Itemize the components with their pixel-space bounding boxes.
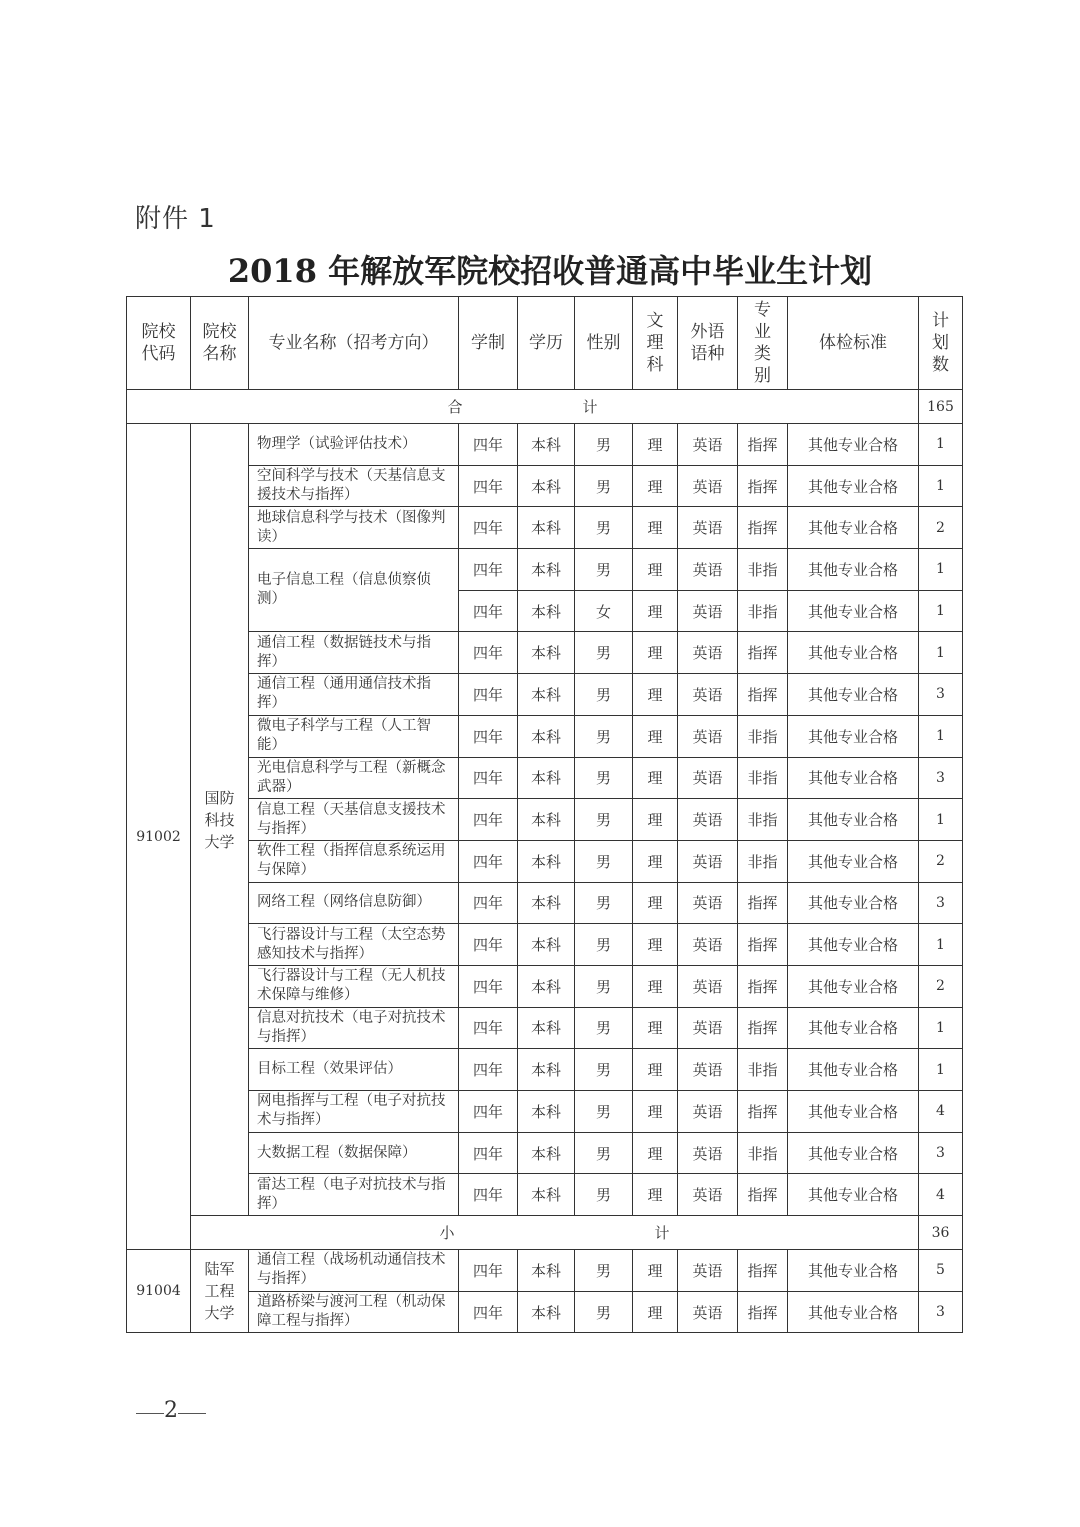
- cell-category: 指挥: [738, 1291, 788, 1333]
- cell-category: 非指: [738, 799, 788, 841]
- cell-gender: 男: [575, 507, 633, 549]
- cell-duration: 四年: [459, 465, 518, 507]
- cell-physical: 其他专业合格: [788, 549, 919, 591]
- cell-track: 理: [633, 632, 678, 674]
- cell-gender: 男: [575, 632, 633, 674]
- header-track: 文理科: [633, 297, 678, 390]
- cell-duration: 四年: [459, 715, 518, 757]
- cell-degree: 本科: [518, 882, 575, 924]
- subtotal-label: 小 计: [191, 1216, 919, 1250]
- cell-track: 理: [633, 1250, 678, 1292]
- cell-degree: 本科: [518, 674, 575, 716]
- cell-quota: 1: [919, 424, 963, 466]
- cell-quota: 2: [919, 965, 963, 1007]
- cell-category: 指挥: [738, 1007, 788, 1049]
- cell-degree: 本科: [518, 424, 575, 466]
- cell-physical: 其他专业合格: [788, 1291, 919, 1333]
- table-row: [127, 674, 963, 716]
- cell-degree: 本科: [518, 465, 575, 507]
- cell-track: 理: [633, 674, 678, 716]
- major-name: 飞行器设计与工程（太空态势感知技术与指挥）: [249, 924, 459, 966]
- header-duration: 学制: [459, 297, 518, 390]
- cell-quota: 1: [919, 465, 963, 507]
- cell-gender: 男: [575, 1132, 633, 1174]
- cell-physical: 其他专业合格: [788, 1174, 919, 1216]
- cell-category: 指挥: [738, 882, 788, 924]
- cell-language: 英语: [678, 757, 738, 799]
- cell-gender: 男: [575, 799, 633, 841]
- header-school-name: 院校名称: [191, 297, 249, 390]
- cell-physical: 其他专业合格: [788, 1049, 919, 1091]
- cell-track: 理: [633, 965, 678, 1007]
- page-dash-left: [136, 1413, 164, 1414]
- cell-gender: 男: [575, 840, 633, 882]
- table-row: [127, 1174, 963, 1216]
- table-row: [127, 1049, 963, 1091]
- cell-quota: 3: [919, 882, 963, 924]
- cell-gender: 男: [575, 1291, 633, 1333]
- cell-degree: 本科: [518, 549, 575, 591]
- cell-gender: 男: [575, 924, 633, 966]
- cell-physical: 其他专业合格: [788, 1091, 919, 1133]
- cell-track: 理: [633, 424, 678, 466]
- cell-degree: 本科: [518, 715, 575, 757]
- cell-language: 英语: [678, 1049, 738, 1091]
- cell-gender: 男: [575, 757, 633, 799]
- cell-duration: 四年: [459, 674, 518, 716]
- cell-gender: 男: [575, 882, 633, 924]
- cell-degree: 本科: [518, 507, 575, 549]
- cell-quota: 1: [919, 632, 963, 674]
- cell-gender: 男: [575, 965, 633, 1007]
- table-row: [127, 799, 963, 841]
- cell-language: 英语: [678, 1250, 738, 1292]
- header-quota: 计划数: [919, 297, 963, 390]
- cell-degree: 本科: [518, 1291, 575, 1333]
- table-row: [127, 507, 963, 549]
- subtotal-value: 36: [919, 1216, 963, 1250]
- cell-quota: 3: [919, 674, 963, 716]
- cell-gender: 女: [575, 590, 633, 632]
- cell-physical: 其他专业合格: [788, 1007, 919, 1049]
- cell-physical: 其他专业合格: [788, 590, 919, 632]
- cell-duration: 四年: [459, 1007, 518, 1049]
- cell-track: 理: [633, 1291, 678, 1333]
- cell-category: 指挥: [738, 507, 788, 549]
- cell-physical: 其他专业合格: [788, 840, 919, 882]
- cell-language: 英语: [678, 715, 738, 757]
- major-name: 雷达工程（电子对抗技术与指挥）: [249, 1174, 459, 1216]
- cell-physical: 其他专业合格: [788, 1250, 919, 1292]
- cell-gender: 男: [575, 424, 633, 466]
- table-row: [127, 1250, 963, 1292]
- cell-language: 英语: [678, 1132, 738, 1174]
- cell-category: 指挥: [738, 1091, 788, 1133]
- cell-category: 非指: [738, 590, 788, 632]
- cell-category: 指挥: [738, 465, 788, 507]
- table-row: [127, 1291, 963, 1333]
- major-name: 网电指挥与工程（电子对抗技术与指挥）: [249, 1091, 459, 1133]
- cell-track: 理: [633, 799, 678, 841]
- cell-quota: 4: [919, 1091, 963, 1133]
- header-language: 外语语种: [678, 297, 738, 390]
- cell-category: 指挥: [738, 965, 788, 1007]
- cell-degree: 本科: [518, 1007, 575, 1049]
- cell-language: 英语: [678, 882, 738, 924]
- cell-degree: 本科: [518, 590, 575, 632]
- major-name: 电子信息工程（信息侦察侦测）: [249, 549, 459, 632]
- table-row: [127, 632, 963, 674]
- major-name: 通信工程（战场机动通信技术与指挥）: [249, 1250, 459, 1292]
- cell-language: 英语: [678, 424, 738, 466]
- cell-track: 理: [633, 1007, 678, 1049]
- cell-duration: 四年: [459, 757, 518, 799]
- cell-duration: 四年: [459, 1049, 518, 1091]
- cell-language: 英语: [678, 590, 738, 632]
- major-name: 信息工程（天基信息支援技术与指挥）: [249, 799, 459, 841]
- grand-total-value: 165: [919, 390, 963, 424]
- cell-quota: 2: [919, 840, 963, 882]
- cell-physical: 其他专业合格: [788, 424, 919, 466]
- cell-track: 理: [633, 507, 678, 549]
- table-row: [127, 465, 963, 507]
- major-name: 网络工程（网络信息防御）: [249, 882, 459, 924]
- cell-language: 英语: [678, 1007, 738, 1049]
- cell-degree: 本科: [518, 1049, 575, 1091]
- cell-gender: 男: [575, 1007, 633, 1049]
- cell-quota: 1: [919, 1007, 963, 1049]
- major-name: 地球信息科学与技术（图像判读）: [249, 507, 459, 549]
- cell-language: 英语: [678, 632, 738, 674]
- page-dash-right: [178, 1413, 206, 1414]
- major-name: 光电信息科学与工程（新概念武器）: [249, 757, 459, 799]
- cell-duration: 四年: [459, 1174, 518, 1216]
- cell-language: 英语: [678, 1174, 738, 1216]
- enrollment-plan-table: [126, 296, 963, 1333]
- header-school-code: 院校代码: [127, 297, 191, 390]
- cell-category: 指挥: [738, 674, 788, 716]
- cell-quota: 2: [919, 507, 963, 549]
- cell-track: 理: [633, 882, 678, 924]
- cell-gender: 男: [575, 715, 633, 757]
- cell-duration: 四年: [459, 549, 518, 591]
- table-row: [127, 1132, 963, 1174]
- cell-physical: 其他专业合格: [788, 882, 919, 924]
- header-major: 专业名称（招考方向）: [249, 297, 459, 390]
- major-name: 微电子科学与工程（人工智能）: [249, 715, 459, 757]
- page-number: 2: [136, 1398, 206, 1423]
- major-name: 飞行器设计与工程（无人机技术保障与维修）: [249, 965, 459, 1007]
- cell-track: 理: [633, 549, 678, 591]
- cell-duration: 四年: [459, 840, 518, 882]
- cell-category: 非指: [738, 840, 788, 882]
- school-code: 91002: [127, 424, 191, 1250]
- cell-degree: 本科: [518, 1174, 575, 1216]
- cell-gender: 男: [575, 549, 633, 591]
- cell-language: 英语: [678, 965, 738, 1007]
- cell-language: 英语: [678, 507, 738, 549]
- cell-physical: 其他专业合格: [788, 757, 919, 799]
- cell-language: 英语: [678, 549, 738, 591]
- major-name: 信息对抗技术（电子对抗技术与指挥）: [249, 1007, 459, 1049]
- cell-quota: 1: [919, 549, 963, 591]
- cell-category: 非指: [738, 549, 788, 591]
- cell-track: 理: [633, 1174, 678, 1216]
- cell-duration: 四年: [459, 590, 518, 632]
- attachment-label: 附件 1: [135, 204, 216, 234]
- table-row: [127, 757, 963, 799]
- cell-degree: 本科: [518, 924, 575, 966]
- cell-quota: 1: [919, 715, 963, 757]
- cell-language: 英语: [678, 465, 738, 507]
- cell-duration: 四年: [459, 882, 518, 924]
- table-row: [127, 882, 963, 924]
- cell-duration: 四年: [459, 1091, 518, 1133]
- cell-language: 英语: [678, 1091, 738, 1133]
- major-name: 空间科学与技术（天基信息支援技术与指挥）: [249, 465, 459, 507]
- table-header-row: [127, 297, 963, 390]
- cell-category: 非指: [738, 1132, 788, 1174]
- cell-category: 非指: [738, 715, 788, 757]
- cell-language: 英语: [678, 924, 738, 966]
- cell-degree: 本科: [518, 757, 575, 799]
- cell-duration: 四年: [459, 1132, 518, 1174]
- cell-degree: 本科: [518, 840, 575, 882]
- cell-track: 理: [633, 1091, 678, 1133]
- cell-language: 英语: [678, 674, 738, 716]
- table-row: [127, 424, 963, 466]
- grand-total-row: [127, 390, 963, 424]
- school-code: 91004: [127, 1250, 191, 1333]
- table-row: [127, 1007, 963, 1049]
- major-name: 目标工程（效果评估）: [249, 1049, 459, 1091]
- header-physical: 体检标准: [788, 297, 919, 390]
- cell-physical: 其他专业合格: [788, 632, 919, 674]
- cell-quota: 1: [919, 590, 963, 632]
- cell-duration: 四年: [459, 424, 518, 466]
- cell-category: 非指: [738, 1049, 788, 1091]
- cell-track: 理: [633, 924, 678, 966]
- cell-duration: 四年: [459, 1250, 518, 1292]
- cell-quota: 1: [919, 924, 963, 966]
- document-title: 2018 年解放军院校招收普通高中毕业生计划: [227, 252, 873, 290]
- cell-degree: 本科: [518, 1132, 575, 1174]
- table-row: [127, 840, 963, 882]
- cell-gender: 男: [575, 1174, 633, 1216]
- cell-quota: 5: [919, 1250, 963, 1292]
- cell-language: 英语: [678, 840, 738, 882]
- cell-category: 指挥: [738, 1250, 788, 1292]
- cell-duration: 四年: [459, 632, 518, 674]
- cell-physical: 其他专业合格: [788, 924, 919, 966]
- cell-quota: 3: [919, 757, 963, 799]
- cell-gender: 男: [575, 674, 633, 716]
- table-row: [127, 715, 963, 757]
- subtotal-row: [127, 1216, 963, 1250]
- cell-track: 理: [633, 465, 678, 507]
- header-gender: 性别: [575, 297, 633, 390]
- cell-physical: 其他专业合格: [788, 1132, 919, 1174]
- cell-track: 理: [633, 590, 678, 632]
- cell-track: 理: [633, 840, 678, 882]
- cell-quota: 3: [919, 1291, 963, 1333]
- cell-degree: 本科: [518, 799, 575, 841]
- table-row: [127, 924, 963, 966]
- major-name: 通信工程（通用通信技术指挥）: [249, 674, 459, 716]
- major-name: 软件工程（指挥信息系统运用与保障）: [249, 840, 459, 882]
- cell-track: 理: [633, 1132, 678, 1174]
- cell-gender: 男: [575, 1091, 633, 1133]
- major-name: 大数据工程（数据保障）: [249, 1132, 459, 1174]
- major-name: 物理学（试验评估技术）: [249, 424, 459, 466]
- cell-duration: 四年: [459, 507, 518, 549]
- major-name: 通信工程（数据链技术与指挥）: [249, 632, 459, 674]
- cell-language: 英语: [678, 1291, 738, 1333]
- cell-track: 理: [633, 1049, 678, 1091]
- cell-physical: 其他专业合格: [788, 674, 919, 716]
- cell-category: 指挥: [738, 424, 788, 466]
- table-row: [127, 965, 963, 1007]
- header-category: 专业类别: [738, 297, 788, 390]
- cell-track: 理: [633, 715, 678, 757]
- table-row: [127, 1091, 963, 1133]
- cell-physical: 其他专业合格: [788, 799, 919, 841]
- cell-category: 指挥: [738, 632, 788, 674]
- cell-degree: 本科: [518, 1250, 575, 1292]
- cell-gender: 男: [575, 1250, 633, 1292]
- school-name: 陆军工程大学: [191, 1250, 249, 1333]
- cell-track: 理: [633, 757, 678, 799]
- cell-quota: 4: [919, 1174, 963, 1216]
- cell-physical: 其他专业合格: [788, 715, 919, 757]
- school-name: 国防科技大学: [191, 424, 249, 1216]
- cell-physical: 其他专业合格: [788, 965, 919, 1007]
- grand-total-label: 合 计: [127, 390, 919, 424]
- cell-physical: 其他专业合格: [788, 465, 919, 507]
- cell-language: 英语: [678, 799, 738, 841]
- cell-category: 指挥: [738, 924, 788, 966]
- cell-duration: 四年: [459, 1291, 518, 1333]
- cell-duration: 四年: [459, 799, 518, 841]
- cell-gender: 男: [575, 465, 633, 507]
- cell-duration: 四年: [459, 924, 518, 966]
- header-degree: 学历: [518, 297, 575, 390]
- cell-gender: 男: [575, 1049, 633, 1091]
- table-row: [127, 549, 963, 591]
- cell-degree: 本科: [518, 632, 575, 674]
- cell-degree: 本科: [518, 965, 575, 1007]
- cell-physical: 其他专业合格: [788, 507, 919, 549]
- cell-duration: 四年: [459, 965, 518, 1007]
- cell-quota: 3: [919, 1132, 963, 1174]
- major-name: 道路桥梁与渡河工程（机动保障工程与指挥）: [249, 1291, 459, 1333]
- cell-quota: 1: [919, 799, 963, 841]
- cell-quota: 1: [919, 1049, 963, 1091]
- cell-category: 非指: [738, 757, 788, 799]
- cell-category: 指挥: [738, 1174, 788, 1216]
- cell-degree: 本科: [518, 1091, 575, 1133]
